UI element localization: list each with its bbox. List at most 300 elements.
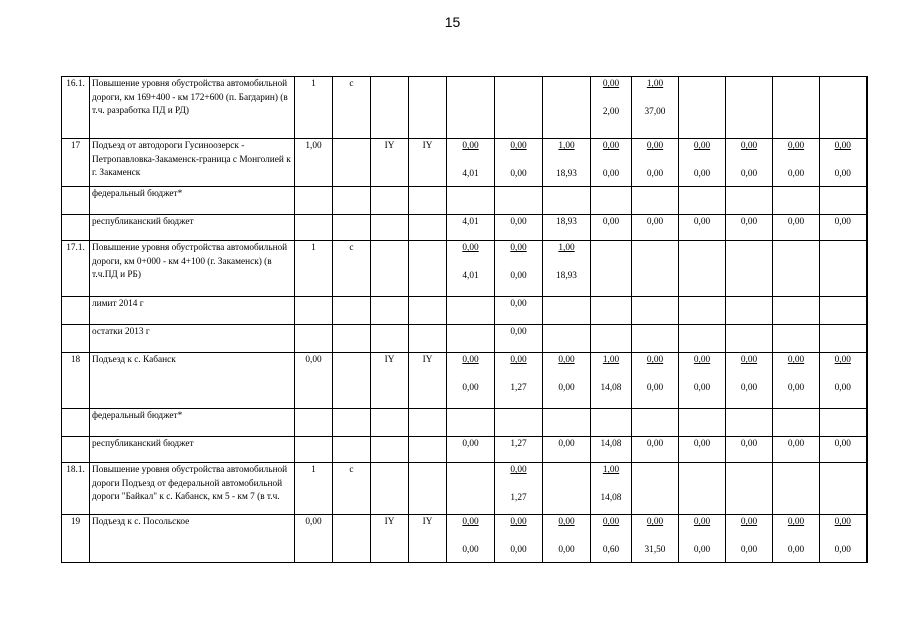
row-number [62,325,90,353]
value-top: 0,00 [693,355,711,365]
attr-text: IY [422,141,433,151]
value-top: 0,00 [510,465,527,475]
value-top: 0,00 [740,517,758,527]
value-cell [543,297,591,325]
value-text [545,188,588,202]
empty-cell [371,409,409,437]
empty-cell [295,325,333,353]
value-cell [679,187,726,215]
value-top: 0,00 [693,517,711,527]
attr-text: c [349,465,354,475]
value-cell [495,187,543,215]
empty-cell [371,297,409,325]
value-bottom: 0,00 [693,382,711,393]
value-text: 0,00 [693,217,711,227]
row-name-text: Подъезд от автодороги Гусиноозерск - Петропавловка-Закаменск-граница с Монголией к г. Закаменск [92,141,291,178]
value-cell [820,77,867,139]
row-number [62,515,90,563]
value-bottom: 0,00 [787,382,805,393]
attr-text: 0,00 [305,517,322,527]
value-cell [447,139,495,187]
attr-cell [333,241,371,297]
attr-text: 1,00 [305,141,322,151]
table-row [62,463,867,515]
value-text [728,188,770,202]
value-text [728,298,770,312]
value-text [822,188,864,202]
empty-cell [295,215,333,241]
value-cell [820,215,867,241]
empty-cell [409,187,447,215]
value-bottom: 0,00 [834,544,851,555]
attr-cell [371,139,409,187]
empty-cell [295,409,333,437]
road-program-table [61,76,868,563]
value-text: 0,00 [510,327,527,337]
row-name [90,297,295,325]
row-name [90,139,295,187]
value-top: 0,00 [602,79,620,89]
value-text [822,298,864,312]
value-top: 0,00 [646,141,664,151]
value-text [775,410,817,424]
value-top: 0,00 [834,517,851,527]
value-cell [679,437,726,463]
row-name [90,437,295,463]
value-cell [726,77,773,139]
table-row [62,77,867,139]
attr-cell [295,353,333,409]
value-text [775,326,817,340]
value-cell [726,325,773,353]
value-text [681,298,723,312]
value-cell [591,437,632,463]
row-number [62,297,90,325]
attr-text: c [349,243,354,253]
attr-text: IY [422,517,433,527]
value-text [681,410,723,424]
row-name [90,215,295,241]
empty-cell [333,297,371,325]
value-cell [820,297,867,325]
attr-cell [409,463,447,515]
attr-cell [409,515,447,563]
table-row [62,515,867,563]
row-number-text [64,326,87,340]
value-cell [679,353,726,409]
attr-text: IY [422,355,433,365]
value-cell [820,241,867,297]
value-bottom: 1,27 [510,382,527,393]
value-text: 18,93 [556,217,577,227]
empty-cell [409,409,447,437]
empty-cell [371,437,409,463]
row-number-text: 16.1. [66,79,85,89]
value-cell [495,139,543,187]
value-text: 0,00 [510,299,527,309]
value-bottom: 0,00 [462,382,479,393]
value-cell [591,409,632,437]
value-cell [632,77,679,139]
value-top: 0,00 [787,141,805,151]
value-text: 14,08 [600,439,622,449]
value-cell [447,297,495,325]
value-bottom: 0,00 [510,544,527,555]
value-cell [543,325,591,353]
attr-cell [409,139,447,187]
value-text [634,298,676,312]
value-cell [726,409,773,437]
attr-text [335,516,368,530]
empty-cell [295,297,333,325]
value-text [634,326,676,340]
value-top: 0,00 [834,141,851,151]
value-text: 0,00 [693,439,711,449]
value-cell [543,409,591,437]
value-top: 0,00 [510,243,527,253]
table-row [62,353,867,409]
value-top: 1,00 [558,243,575,253]
attr-text [411,464,444,478]
value-text: 0,00 [558,439,575,449]
value-cell [543,139,591,187]
attr-cell [295,241,333,297]
value-cell [591,215,632,241]
value-bottom: 31,50 [644,544,666,555]
empty-cell [409,297,447,325]
row-name-text: федеральный бюджет* [92,411,183,421]
value-bottom: 0,00 [834,382,851,393]
value-text [449,326,492,340]
value-text: 0,00 [787,217,805,227]
attr-text [373,78,406,92]
row-number [62,139,90,187]
table-row [62,215,867,241]
value-cell [726,353,773,409]
value-cell [495,241,543,297]
row-name [90,325,295,353]
empty-cell [371,325,409,353]
row-name [90,463,295,515]
value-bottom: 14,08 [600,382,622,393]
value-text [545,326,588,340]
attr-text [411,78,444,92]
value-cell [773,463,820,515]
value-bottom: 0,00 [787,168,805,179]
attr-cell [371,353,409,409]
value-top: 1,00 [602,355,620,365]
empty-cell [371,187,409,215]
row-number-text: 19 [70,517,81,527]
value-text: 0,00 [834,439,851,449]
table-row [62,187,867,215]
row-number [62,241,90,297]
row-number-text [64,438,87,452]
value-top: 0,00 [740,141,758,151]
value-cell [632,187,679,215]
empty-cell [333,187,371,215]
row-number-text [64,216,87,230]
row-name [90,409,295,437]
row-name [90,77,295,139]
attr-text [335,354,368,368]
page-number: 15 [444,14,461,30]
value-text [822,410,864,424]
value-cell [591,353,632,409]
value-text: 0,00 [740,439,758,449]
value-text: 0,00 [510,217,527,227]
value-text [728,410,770,424]
value-cell [495,353,543,409]
row-number-text: 18.1. [66,465,85,475]
value-cell [495,77,543,139]
value-bottom: 18,93 [556,168,577,179]
value-cell [726,297,773,325]
attr-text: 0,00 [305,355,322,365]
attr-text: IY [384,141,395,151]
attr-cell [333,515,371,563]
value-top: 0,00 [834,355,851,365]
value-text [634,188,676,202]
value-cell [726,215,773,241]
value-cell [591,325,632,353]
value-cell [495,463,543,515]
value-cell [820,325,867,353]
empty-cell [333,325,371,353]
row-number-text: 18 [70,355,81,365]
table-row [62,297,867,325]
attr-text: 1 [311,465,316,475]
value-bottom: 0,00 [693,168,711,179]
value-top: 0,00 [646,517,664,527]
row-number-text: 17.1. [66,243,85,253]
value-cell [543,353,591,409]
row-number [62,215,90,241]
value-cell [447,187,495,215]
value-top: 0,00 [787,517,805,527]
value-cell [495,409,543,437]
value-cell [632,325,679,353]
row-name [90,353,295,409]
value-text [497,410,540,424]
value-bottom: 4,01 [462,270,479,281]
row-number-text [64,188,87,202]
attr-cell [295,515,333,563]
row-name-text: республиканский бюджет [92,217,194,227]
value-cell [632,215,679,241]
value-bottom: 2,00 [602,106,620,117]
row-name-text: Подъезд к с. Посольское [92,517,190,527]
value-cell [495,437,543,463]
attr-cell [333,77,371,139]
row-number [62,353,90,409]
value-bottom: 0,00 [510,168,527,179]
attr-cell [333,353,371,409]
row-number [62,437,90,463]
value-cell [773,409,820,437]
value-top: 0,00 [693,141,711,151]
attr-cell [333,463,371,515]
value-text [822,326,864,340]
value-cell [543,77,591,139]
value-top: 0,00 [787,355,805,365]
value-text [449,410,492,424]
value-cell [773,515,820,563]
value-cell [679,409,726,437]
value-text [545,298,588,312]
value-bottom: 18,93 [556,270,577,281]
value-cell [447,325,495,353]
attr-text: 1 [311,79,316,89]
value-cell [591,139,632,187]
value-text [634,410,676,424]
value-cell [591,297,632,325]
attr-cell [409,77,447,139]
row-number-text: 17 [70,141,81,151]
value-cell [679,515,726,563]
value-cell [495,515,543,563]
value-cell [543,215,591,241]
value-cell [679,297,726,325]
value-text [593,410,629,424]
value-top: 1,00 [558,141,575,151]
value-cell [447,409,495,437]
value-text [449,298,492,312]
value-cell [726,437,773,463]
value-cell [495,297,543,325]
empty-cell [409,437,447,463]
value-bottom: 0,00 [558,382,575,393]
row-number [62,463,90,515]
value-text: 0,00 [462,439,479,449]
value-text [593,188,629,202]
value-cell [632,297,679,325]
value-cell [820,187,867,215]
value-top: 0,00 [462,355,479,365]
value-bottom: 0,00 [740,544,758,555]
value-bottom: 0,00 [693,544,711,555]
value-bottom: 0,60 [602,544,620,555]
value-cell [632,139,679,187]
value-text [449,188,492,202]
attr-text: 1 [311,243,316,253]
table-row [62,241,867,297]
value-bottom: 0,00 [787,544,805,555]
value-bottom: 37,00 [644,106,666,117]
row-name [90,187,295,215]
attr-text [373,464,406,478]
value-cell [773,77,820,139]
value-top: 0,00 [462,243,479,253]
value-cell [726,463,773,515]
value-cell [773,241,820,297]
table-row [62,139,867,187]
value-text: 0,00 [646,217,664,227]
value-bottom: 0,00 [834,168,851,179]
empty-cell [295,187,333,215]
value-top: 1,00 [602,465,620,475]
value-cell [543,463,591,515]
table-row [62,437,867,463]
value-cell [632,437,679,463]
value-bottom: 0,00 [602,168,620,179]
value-top: 0,00 [510,355,527,365]
value-cell [495,325,543,353]
attr-cell [371,241,409,297]
value-text [775,298,817,312]
row-name-text: Повышение уровня обустройства автомобильной дороги Подъезд от федеральной автомобильной дороги "Байкал" к с. Кабанск, км 5 - км 7 (в т.ч. [92,465,288,502]
value-cell [773,139,820,187]
value-cell [726,139,773,187]
value-cell [679,463,726,515]
value-cell [632,463,679,515]
empty-cell [409,215,447,241]
value-cell [543,515,591,563]
value-cell [632,515,679,563]
value-cell [726,187,773,215]
value-cell [591,463,632,515]
attr-text [335,140,368,154]
value-text: 0,00 [740,217,758,227]
value-cell [543,187,591,215]
attr-cell [295,139,333,187]
value-text: 0,00 [602,217,620,227]
attr-cell [333,139,371,187]
table-row [62,409,867,437]
value-bottom: 4,01 [462,168,479,179]
value-top: 0,00 [602,517,620,527]
value-text [593,326,629,340]
table-row [62,325,867,353]
value-cell [679,325,726,353]
attr-cell [409,353,447,409]
value-cell [632,409,679,437]
value-cell [820,409,867,437]
row-name-text: Повышение уровня обустройства автомобильной дороги, км 0+000 - км 4+100 (г. Закаменск) (в т.ч.ПД и РБ) [92,243,288,280]
value-cell [495,215,543,241]
value-cell [543,241,591,297]
value-cell [773,325,820,353]
value-cell [447,77,495,139]
row-number [62,409,90,437]
value-bottom: 1,27 [510,492,527,503]
value-text [775,188,817,202]
value-bottom: 0,00 [740,168,758,179]
attr-cell [409,241,447,297]
value-text: 0,00 [787,439,805,449]
value-cell [726,241,773,297]
value-text [593,298,629,312]
value-bottom: 14,08 [600,492,622,503]
value-text: 1,27 [510,439,527,449]
value-text [681,326,723,340]
row-name-text: Подъезд к с. Кабанск [92,355,176,365]
value-text [728,326,770,340]
row-name-text: остатки 2013 г [92,327,150,337]
value-cell [773,353,820,409]
value-top: 0,00 [510,141,527,151]
value-cell [447,437,495,463]
empty-cell [333,215,371,241]
value-top: 0,00 [646,355,664,365]
value-cell [632,241,679,297]
attr-cell [371,515,409,563]
empty-cell [371,215,409,241]
value-cell [591,241,632,297]
value-cell [679,77,726,139]
value-cell [820,139,867,187]
empty-cell [333,409,371,437]
